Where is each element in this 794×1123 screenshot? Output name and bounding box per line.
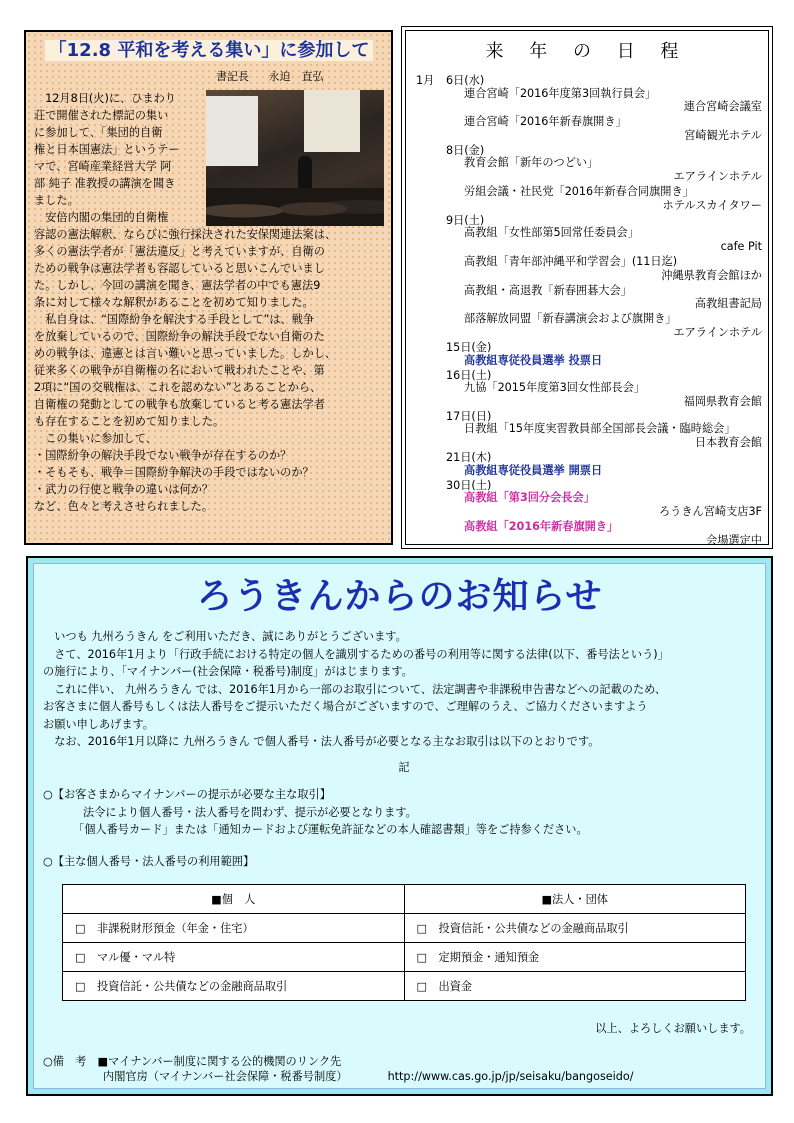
remarks-link[interactable]: http://www.cas.go.jp/jp/seisaku/bangoseido/ — [387, 1070, 634, 1083]
schedule-event: 連合宮崎「2016年新春旗開き」 — [464, 115, 627, 129]
article-line: 多くの憲法学者が「憲法違反」と考えていますが、自衛の — [34, 245, 325, 258]
schedule-event: 高教組専従役員選挙 投票日 — [464, 353, 603, 367]
schedule-date: 6日(水) — [446, 74, 485, 87]
article-line: も存在することを初めて知りました。 — [34, 415, 225, 428]
article-line: めの戦争は、違憲とは言い難いと思っていました。しかし、 — [34, 347, 337, 360]
schedule-place: 日本教育会館 — [694, 436, 762, 449]
article-line: ました。 — [34, 194, 79, 207]
closing-text: 以上、よろしくお願いします。 — [595, 1022, 751, 1035]
schedule-date: 15日(金) — [446, 341, 492, 355]
article-line: を放棄しているので、国際紛争の解決手段でない自衛のた — [34, 330, 325, 343]
schedule-inner-frame — [405, 30, 769, 545]
article-line: た。しかし、今回の講演を聞き、憲法学者の中でも憲法9 — [34, 279, 321, 292]
notice-paragraph: お願い申しあげます。 — [43, 717, 154, 731]
schedule-month: 1月 — [416, 74, 435, 87]
notice-box — [26, 556, 773, 1096]
table-cell-text: 定期預金・通知預金 — [438, 951, 540, 964]
article-line: ・武力の行使と戦争の違いは何か？ — [34, 483, 214, 496]
article-line: 従来多くの戦争が自衛権の名において戦われたことや、第 — [34, 364, 325, 377]
article-body — [34, 90, 386, 515]
table-cell — [63, 972, 405, 1001]
schedule-event: 九協「2015年度第3回女性部長会」 — [464, 381, 646, 395]
table-row — [63, 972, 746, 1001]
remarks-org: 内閣官房（マイナンバー社会保障・税番号制度） — [103, 1070, 348, 1083]
usage-table — [62, 884, 746, 1001]
table-cell-text: 出資金 — [438, 980, 473, 993]
schedule-box — [401, 26, 773, 549]
notice-paragraph: これに伴い、 九州ろうきん では、2016年1月から一部のお取引について、法定調書や非課税申告書などへの記載のため、 — [43, 682, 667, 696]
schedule-place: エアラインホテル — [673, 326, 762, 339]
article-line: など、色々と考えさせられました。 — [34, 500, 214, 513]
table-row — [63, 914, 746, 943]
article-line: この集いに参加して、 — [34, 432, 157, 445]
schedule-place: ろうきん宮崎支店3F — [658, 504, 762, 518]
checkbox-icon: □ — [75, 980, 86, 993]
table-cell-text: 投資信託・公共債などの金融商品取引 — [97, 980, 288, 993]
notice-paragraph: の施行により、「マイナンバー(社会保障・税番号)制度」がはじまります。 — [43, 665, 413, 678]
schedule-place: 宮崎観光ホテル — [684, 128, 762, 142]
notice-paragraph: いつも 九州ろうきん をご利用いただき、誠にありがとうございます。 — [43, 630, 407, 643]
schedule-event: 高教組「女性部第5回常任委員会」 — [464, 226, 639, 240]
schedule-place: 沖縄県教育会館ほか — [661, 268, 762, 282]
table-row — [63, 943, 746, 972]
section1-line: 「個人番号カード」または「通知カードおよび運転免許証などの本人確認書類」等をご持参ください。 — [73, 823, 588, 836]
schedule-place: 高教組書記局 — [694, 297, 762, 311]
table-cell — [404, 914, 746, 943]
schedule-event: 高教組「青年部沖縄平和学習会」(11日迄) — [464, 255, 678, 268]
notice-paragraph: なお、2016年1月以降に 九州ろうきん で個人番号・法人番号が必要となる主なお取引は以下のとおりです。 — [43, 735, 600, 748]
article-line: 安倍内閣の集団的自衛権 — [34, 211, 169, 224]
notice-title: ろうきんからのお知らせ — [196, 576, 603, 617]
checkbox-icon: □ — [416, 951, 428, 964]
article-line: 12月8日(火)に、ひまわり — [34, 92, 176, 105]
article-line: 荘で開催された標記の集い — [34, 109, 169, 122]
schedule-event: 教育会館「新年のつどい」 — [464, 156, 599, 170]
notice-body — [43, 628, 765, 870]
table-cell-text: 投資信託・公共債などの金融商品取引 — [438, 922, 629, 935]
author-role: 書記長 — [216, 70, 249, 83]
schedule-event: 連合宮崎「2016年度第3回執行員会」 — [464, 86, 657, 100]
remarks-label: ○備 考 — [43, 1055, 87, 1068]
article-line: ・そもそも、戦争＝国際紛争解決の手段ではないのか？ — [34, 466, 314, 479]
header-individual: ■個 人 — [63, 885, 405, 914]
table-cell — [63, 914, 405, 943]
schedule-place: cafe Pit — [720, 239, 762, 253]
section1-line: 法令により個人番号・法人番号を問わず、提示が必要となります。 — [83, 805, 417, 819]
schedule-event: 高教組「2016年新春旗開き」 — [464, 519, 619, 533]
article-line: マで、宮崎産業経営大学 阿 — [34, 160, 172, 173]
article-author — [216, 68, 340, 84]
article-line: 自衛権の発動としての戦争も放棄していると考る憲法学者 — [34, 398, 325, 411]
author-name: 永迫 直弘 — [268, 70, 324, 83]
schedule-event: 部落解放同盟「新春講演会および旗開き」 — [464, 312, 677, 326]
article-line: 私自身は、“国際紛争を解決する手段として”は、戦争 — [34, 313, 315, 326]
remarks — [43, 1054, 634, 1084]
schedule-event: 日教組「15年度実習教員部全国部長会議・臨時総会」 — [464, 422, 736, 436]
article-line: 部 純子 准教授の講演を聞き — [34, 177, 176, 190]
article-line: ための戦争は憲法学者も容認していると思いこんでいまし — [34, 262, 325, 275]
ki-mark: 記 — [398, 760, 410, 774]
section2-heading: ○【主な個人番号・法人番号の利用範囲】 — [43, 854, 255, 868]
schedule-date: 9日(土) — [446, 213, 485, 227]
remarks-text: ■マイナンバー制度に関する公的機関のリンク先 — [97, 1055, 342, 1068]
article-line: 権と日本国憲法」というテー — [34, 143, 180, 156]
schedule-title: 来 年 の 日 程 — [485, 41, 689, 62]
table-cell — [63, 943, 405, 972]
schedule-event: 労組会議・社民党「2016年新春合同旗開き」 — [464, 185, 694, 199]
article-line: 条に対して様々な解釈があることを初めて知りました。 — [34, 296, 314, 309]
schedule-date: 16日(土) — [446, 368, 492, 382]
article-line: 容認の憲法解釈、ならびに強行採決された安保関連法案は、 — [34, 228, 337, 241]
section1-heading: ○【お客さまからマイナンバーの提示が必要な主な取引】 — [43, 788, 331, 801]
schedule-date: 30日(土) — [446, 478, 492, 492]
checkbox-icon: □ — [416, 980, 428, 993]
schedule-place: ホテルスカイタワー — [662, 198, 762, 212]
article-line: に参加して、「集団的自衛 — [34, 126, 163, 139]
schedule-place: エアラインホテル — [673, 170, 762, 183]
checkbox-icon: □ — [416, 922, 428, 935]
checkbox-icon: □ — [75, 951, 86, 964]
notice-paragraph: さて、2016年1月より「行政手続における特定の個人を識別するための番号の利用等に関する法律(以下、番号法という)」 — [43, 647, 669, 661]
schedule-place: 会場選定中 — [706, 533, 762, 547]
schedule-date: 21日(木) — [446, 451, 492, 465]
schedule-date: 8日(金) — [446, 143, 485, 157]
article-line: 2項に“国の交戦権は、これを認めない”とあることから、 — [34, 381, 322, 394]
schedule-event: 高教組専従役員選挙 開票日 — [464, 463, 603, 477]
article-box — [24, 30, 393, 545]
schedule-place: 連合宮崎会議室 — [683, 100, 762, 114]
article-line: ・国際紛争の解決手段でない戦争が存在するのか？ — [34, 449, 292, 462]
schedule-event: 高教組・高退教「新春囲碁大会」 — [464, 283, 632, 297]
notice-paragraph: お客さまに個人番号もしくは法人番号をご提示いただく場合がございますので、ご理解のうえ、ご協力くださいますよう — [43, 700, 648, 713]
schedule-place: 福岡県教育会館 — [683, 394, 762, 408]
notice-inner — [33, 563, 766, 1089]
table-cell-text: マル優・マル特 — [97, 951, 176, 964]
table-cell — [404, 972, 746, 1001]
article-title: 「12.8 平和を考える集い」に参加して — [34, 36, 384, 62]
table-cell-text: 非課税財形預金（年金・住宅） — [97, 922, 254, 935]
checkbox-icon: □ — [75, 922, 86, 935]
table-cell — [404, 943, 746, 972]
schedule-date: 17日(日) — [446, 409, 492, 423]
table-header-row — [63, 885, 746, 914]
header-corporate: ■法人・団体 — [404, 885, 746, 914]
schedule-event: 高教組「第3回分会長会」 — [464, 491, 595, 505]
